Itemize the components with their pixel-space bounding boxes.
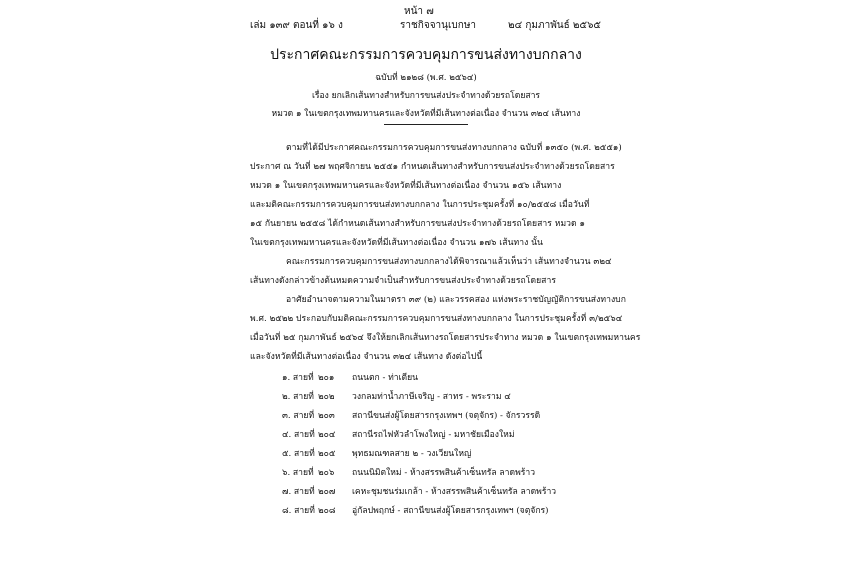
divider (384, 124, 468, 125)
route-item (282, 370, 582, 382)
route-description: เคหะชุมชนร่มเกล้า - ห้างสรรพสินค้าเซ็นทรัล ลาดพร้าว (352, 487, 557, 497)
announcement-title: ประกาศคณะกรรมการควบคุมการขนส่งทางบกกลาง (270, 47, 582, 63)
route-number: ๑. สายที่ (282, 373, 314, 383)
body-line: และมติคณะกรรมการควบคุมการขนส่งทางบกกลาง ในการประชุมครั้งที่ ๑๐/๒๕๕๘ เมื่อวันที่ (250, 200, 590, 210)
route-number: ๕. สายที่ (282, 449, 315, 459)
route-item (282, 446, 582, 458)
route-code: ๒๐๘ (318, 506, 336, 516)
route-code: ๒๐๔ (318, 430, 336, 440)
subject-line-1: เรื่อง ยกเลิกเส้นทางสำหรับการขนส่งประจำทางด้วยรถโดยสาร (311, 91, 541, 101)
body-line: เมื่อวันที่ ๒๕ กุมภาพันธ์ ๒๕๖๔ จึงให้ยกเลิกเส้นทางรถโดยสารประจำทาง หมวด ๑ ในเขตกรุงเทพมหานคร (250, 333, 641, 343)
publication-name: ราชกิจจานุเบกษา (400, 20, 477, 31)
route-number: ๗. สายที่ (282, 487, 315, 497)
body-line: อาศัยอำนาจตามความในมาตรา ๓๙ (๒) และวรรคสอง แห่งพระราชบัญญัติการขนส่งทางบก (286, 295, 626, 305)
route-number: ๒. สายที่ (282, 392, 314, 402)
body-line: หมวด ๑ ในเขตกรุงเทพมหานครและจังหวัดที่มีเส้นทางต่อเนื่อง จำนวน ๑๕๖ เส้นทาง (250, 181, 562, 191)
route-description: สถานีรถไฟหัวลำโพงใหญ่ - มหาชัยเมืองใหม่ (352, 430, 515, 440)
route-description: วงกลมท่าน้ำภาษีเจริญ - สาทร - พระราม ๔ (352, 392, 511, 402)
route-item (282, 465, 582, 477)
route-item (282, 389, 582, 401)
route-description: พุทธมณฑลสาย ๒ - วงเวียนใหญ่ (352, 449, 472, 459)
volume-label: เล่ม ๑๓๙ ตอนที่ ๑๖ ง (250, 20, 343, 31)
route-description: ถนนตก - ท่าเตียน (352, 373, 419, 383)
body-line: และจังหวัดที่มีเส้นทางต่อเนื่อง จำนวน ๓๒๔ เส้นทาง ดังต่อไปนี้ (250, 352, 483, 362)
route-item (282, 503, 582, 515)
route-item (282, 427, 582, 439)
route-code: ๒๐๖ (318, 468, 335, 478)
route-code: ๒๐๗ (318, 487, 336, 497)
document-page (246, 0, 641, 565)
body-line: พ.ศ. ๒๕๒๒ ประกอบกับมติคณะกรรมการควบคุมการขนส่งทางบกกลาง ในการประชุมครั้งที่ ๓/๒๕๖๔ (250, 314, 623, 324)
route-code: ๒๐๓ (318, 411, 335, 421)
route-description: สถานีขนส่งผู้โดยสารกรุงเทพฯ (จตุจักร) - จักรวรรดิ (352, 411, 541, 421)
route-number: ๖. สายที่ (282, 468, 314, 478)
page-number: หน้า ๗ (404, 6, 434, 17)
body-line: ๑๕ กันยายน ๒๕๕๘ ได้กำหนดเส้นทางสำหรับการขนส่งประจำทางด้วยรถโดยสาร หมวด ๑ (250, 219, 585, 229)
route-number: ๔. สายที่ (282, 430, 315, 440)
body-line: คณะกรรมการควบคุมการขนส่งทางบกกลางได้พิจารณาแล้วเห็นว่า เส้นทางจำนวน ๓๒๔ (286, 257, 612, 267)
subject-line-2: หมวด ๑ ในเขตกรุงเทพมหานครและจังหวัดที่มีเส้นทางต่อเนื่อง จำนวน ๓๒๔ เส้นทาง (271, 109, 581, 119)
body-line: ประกาศ ณ วันที่ ๒๗ พฤศจิกายน ๒๕๕๑ กำหนดเส้นทางสำหรับการขนส่งประจำทางด้วยรถโดยสาร (250, 162, 615, 172)
route-number: ๘. สายที่ (282, 506, 315, 516)
body-line: ในเขตกรุงเทพมหานครและจังหวัดที่มีเส้นทางต่อเนื่อง จำนวน ๑๗๖ เส้นทาง นั้น (250, 238, 543, 248)
route-number: ๓. สายที่ (282, 411, 315, 421)
route-item (282, 484, 582, 496)
body-line: เส้นทางดังกล่าวข้างต้นหมดความจำเป็นสำหรับการขนส่งประจำทางด้วยรถโดยสาร (250, 276, 557, 286)
route-code: ๒๐๕ (318, 449, 336, 459)
route-item (282, 408, 582, 420)
route-code: ๒๐๒ (318, 392, 335, 402)
route-description: อู่กัลปพฤกษ์ - สถานีขนส่งผู้โดยสารกรุงเทพฯ (จตุจักร) (352, 506, 549, 516)
publication-date: ๒๔ กุมภาพันธ์ ๒๕๖๕ (508, 20, 601, 31)
gazette-header (250, 18, 600, 32)
issue-number: ฉบับที่ ๒๑๒๘ (พ.ศ. ๒๕๖๔) (375, 73, 477, 83)
body-line: ตามที่ได้มีประกาศคณะกรรมการควบคุมการขนส่งทางบกกลาง ฉบับที่ ๑๓๕๐ (พ.ศ. ๒๕๕๑) (286, 143, 622, 153)
route-description: ถนนนิมิตใหม่ - ห้างสรรพสินค้าเซ็นทรัล ลาดพร้าว (352, 468, 536, 478)
route-code: ๒๐๑ (318, 373, 335, 383)
